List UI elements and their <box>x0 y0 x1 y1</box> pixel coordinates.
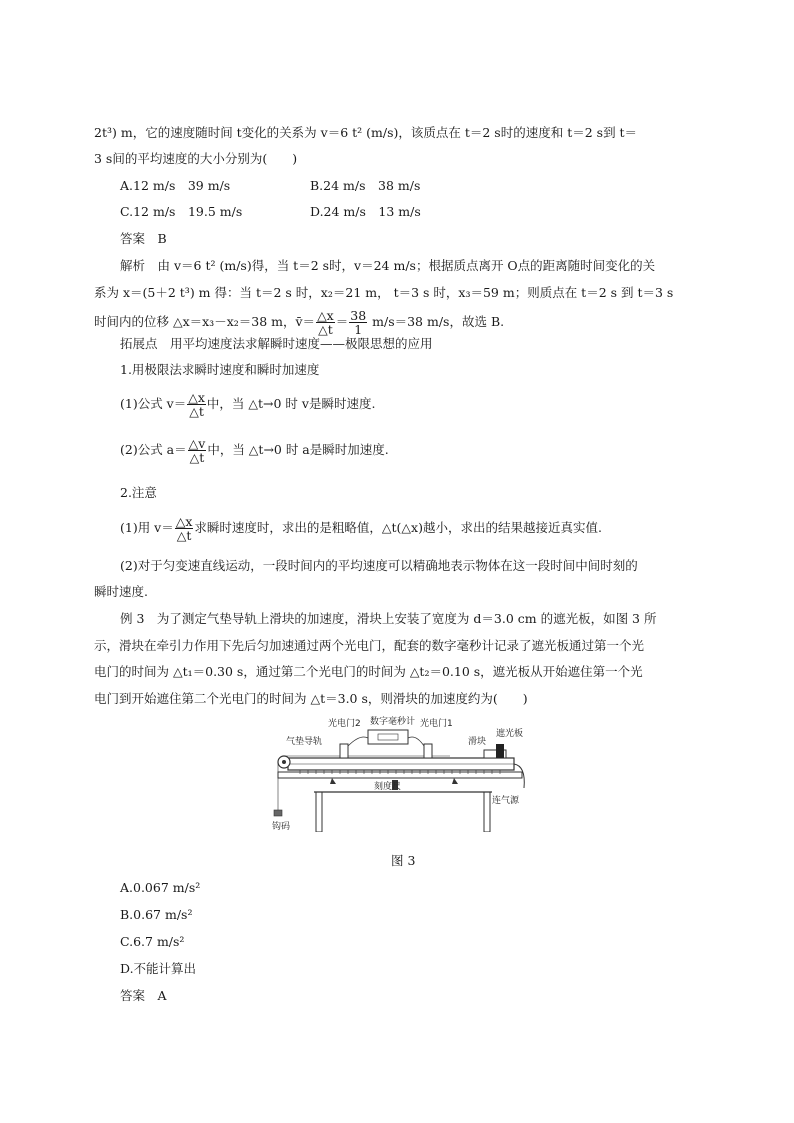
fraction-dv-dt <box>188 437 207 464</box>
example-line-3: 电门的时间为 △t₁＝0.30 s，通过第二个光电门的时间为 △t₂＝0.10 s，遮光板从开始遮住第一个光 <box>94 664 643 679</box>
note-1-pre: (1)用 v＝ <box>120 520 174 535</box>
formula-acceleration-pre: (2)公式 a＝ <box>120 442 187 457</box>
question-text-line-2: 3 s间的平均速度的大小分别为( ) <box>94 151 298 166</box>
fraction-dx-dt <box>175 515 194 542</box>
fraction-numerator: 38 <box>350 308 367 323</box>
analysis-line-3 <box>94 309 504 336</box>
option-a: A.12 m/s 39 m/s <box>120 178 231 193</box>
fraction-numerator: △x <box>188 390 205 405</box>
analysis-line-2: 系为 x＝(5＋2 t³) m 得：当 t＝2 s 时，x₂＝21 m， t＝3 s 时，x₃＝59 m；则质点在 t＝2 s 到 t＝3 s <box>94 285 674 300</box>
option-c: C.12 m/s 19.5 m/s <box>120 204 243 219</box>
option-d: D.24 m/s 13 m/s <box>310 204 421 219</box>
figure-caption: 图 3 <box>391 853 416 868</box>
label-track: 气垫导轨 <box>286 737 323 747</box>
analysis-line-3-post: m/s＝38 m/s，故选 B. <box>368 314 505 329</box>
label-weight: 钩码 <box>272 822 291 832</box>
equals-sign: ＝ <box>335 314 349 329</box>
fraction-denominator: △t <box>189 404 204 419</box>
example-answer: 答案 A <box>120 988 167 1003</box>
fraction-numerator: △x <box>317 308 334 323</box>
photogate-2 <box>340 744 348 758</box>
fraction-dx-dt <box>316 309 335 336</box>
label-gate1: 光电门1 <box>420 719 453 729</box>
note-1-line <box>120 515 602 542</box>
fraction-dx-dt <box>187 391 206 418</box>
fraction-38-1 <box>349 309 367 336</box>
analysis-line-1: 解析 由 v＝6 t² (m/s)得，当 t＝2 s时，v＝24 m/s；根据质点离开 O点的距离随时间变化的关 <box>120 258 656 273</box>
question-options-row-1 <box>120 178 420 194</box>
fraction-denominator: △t <box>189 450 205 465</box>
extension-heading-1: 1.用极限法求瞬时速度和瞬时加速度 <box>120 362 320 377</box>
fraction-denominator: △t <box>176 528 192 543</box>
track-foot-left <box>330 778 336 784</box>
note-2-line-1: (2)对于匀变速直线运动，一段时间内的平均速度可以精确地表示物体在这一段时间中间时刻的 <box>120 558 638 573</box>
example-option-c: C.6.7 m/s² <box>120 934 185 949</box>
label-ruler: 刻度尺 <box>374 782 402 792</box>
air-track-diagram <box>270 714 530 832</box>
photogate-1 <box>424 744 432 758</box>
note-2-line-2: 瞬时速度. <box>94 584 148 599</box>
example-option-b: B.0.67 m/s² <box>120 907 193 922</box>
fraction-denominator: △t <box>318 322 333 337</box>
fraction-denominator: 1 <box>354 322 363 337</box>
label-timer: 数字毫秒计 <box>370 717 416 727</box>
table-leg-left <box>316 792 322 832</box>
extension-title: 拓展点 用平均速度法求解瞬时速度——极限思想的应用 <box>120 336 433 351</box>
formula-velocity-line <box>120 391 375 418</box>
fraction-numerator: △x <box>175 514 193 529</box>
formula-velocity-pre: (1)公式 v＝ <box>120 396 187 411</box>
formula-acceleration-post: 中，当 △t→0 时 a是瞬时加速度. <box>207 442 389 457</box>
air-track-figure <box>270 714 530 832</box>
track-foot-right <box>452 778 458 784</box>
formula-velocity-post: 中，当 △t→0 时 v是瞬时速度. <box>206 396 376 411</box>
example-line-2: 示，滑块在牵引力作用下先后匀加速通过两个光电门，配套的数字毫秒计记录了遮光板通过第一个光 <box>94 638 645 653</box>
fraction-numerator: △v <box>188 436 206 451</box>
example-option-a: A.0.067 m/s² <box>120 880 201 895</box>
extension-heading-2: 2.注意 <box>120 485 157 500</box>
note-1-post: 求瞬时速度时，求出的是粗略值，△t(△x)越小，求出的结果越接近真实值. <box>194 520 602 535</box>
answer-text: 答案 B <box>120 231 167 246</box>
example-option-d: D.不能计算出 <box>120 961 197 976</box>
analysis-line-3-pre: 时间内的位移 △x＝x₃－x₂＝38 m，v̄＝ <box>94 314 316 329</box>
example-line-1: 例 3 为了测定气垫导轨上滑块的加速度，滑块上安装了宽度为 d＝3.0 cm 的遮光板，如图 3 所 <box>120 611 657 626</box>
shading-plate <box>496 744 504 758</box>
label-air: 连气源 <box>492 796 520 806</box>
question-text-line-1: 2t³) m，它的速度随时间 t变化的关系为 v＝6 t² (m/s)，该质点在 t＝2 s时的速度和 t＝2 s到 t＝ <box>94 125 638 140</box>
hanging-weight <box>274 810 282 816</box>
option-b: B.24 m/s 38 m/s <box>310 178 421 193</box>
formula-acceleration-line <box>120 437 389 464</box>
label-shade: 遮光板 <box>496 729 524 739</box>
label-slider: 滑块 <box>468 737 487 747</box>
table-top <box>278 772 522 778</box>
example-line-4: 电门到开始遮住第二个光电门的时间为 △t＝3.0 s，则滑块的加速度约为( ) <box>94 691 528 706</box>
table-leg-right <box>484 792 490 832</box>
label-gate2: 光电门2 <box>328 719 361 729</box>
question-options-row-2 <box>120 204 421 220</box>
